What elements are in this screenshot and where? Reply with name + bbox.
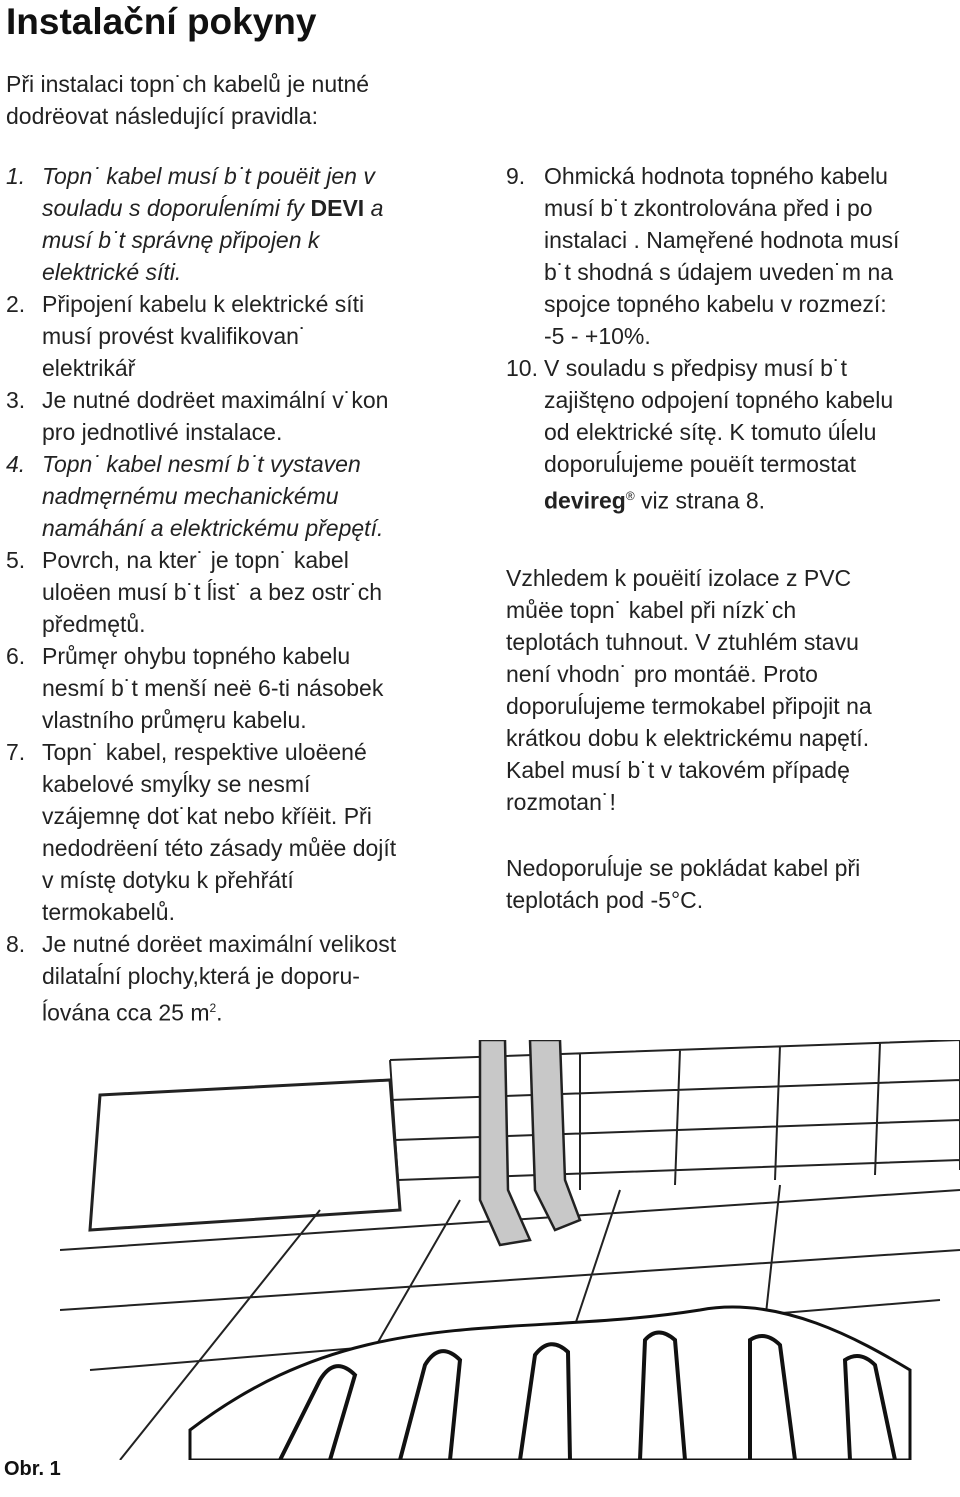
rule-line: pro jednotlivé instalace. bbox=[42, 419, 283, 445]
rule-line: termokabelů. bbox=[42, 899, 175, 925]
note-line: teplotách tuhnout. V ztuhlém stavu bbox=[506, 629, 859, 655]
rule-line: nedodrëení této zásady můëe dojít bbox=[42, 835, 397, 861]
note-line: teplotách pod -5°C. bbox=[506, 887, 704, 913]
rule-number: 4. bbox=[6, 451, 26, 477]
rule-line: zajištęno odpojení topného kabelu bbox=[544, 387, 894, 413]
rules-list-left bbox=[6, 160, 476, 1029]
rule-line: Topn˙ kabel musí b˙t pouëit jen v bbox=[42, 163, 375, 189]
brand-devireg: devireg bbox=[544, 487, 626, 514]
rule-item-4 bbox=[6, 448, 476, 544]
rule-line: uloëen musí b˙t ĺist˙ a bez ostr˙ch bbox=[42, 579, 383, 605]
rule-number: 10. bbox=[506, 355, 538, 381]
rule-line: spojce topného kabelu v rozmezí: bbox=[544, 291, 887, 317]
rule-line: elektrikář bbox=[42, 355, 136, 381]
rule-line: Průmęr ohybu topného kabelu bbox=[42, 643, 351, 669]
rules-list-right bbox=[506, 160, 956, 517]
rule-item-3 bbox=[6, 384, 476, 448]
rule-number: 1. bbox=[6, 163, 26, 189]
rule-text: viz strana 8. bbox=[634, 487, 766, 514]
rule-text: a bbox=[364, 195, 384, 221]
rule-line: v místę dotyku k přehřátí bbox=[42, 867, 294, 893]
rule-line: Topn˙ kabel nesmí b˙t vystaven bbox=[42, 451, 361, 477]
heating-mat bbox=[190, 1307, 910, 1460]
rule-line: instalaci . Namęřené hodnota musí bbox=[544, 227, 900, 253]
figure-caption: Obr. 1 bbox=[4, 1458, 61, 1480]
wall-tiles bbox=[390, 1040, 960, 1210]
rule-number: 8. bbox=[6, 931, 26, 957]
rule-line: musí provést kvalifikovan˙ bbox=[42, 323, 307, 349]
rule-line: V souladu s předpisy musí b˙t bbox=[544, 355, 847, 381]
rule-line bbox=[544, 480, 956, 517]
intro-line: Při instalaci topn˙ch kabelů je nutné bbox=[6, 71, 370, 97]
rule-line: doporuĺujeme pouëít termostat bbox=[544, 451, 856, 477]
rule-item-1 bbox=[6, 160, 476, 288]
rule-line: b˙t shodná s údajem uveden˙m na bbox=[544, 259, 894, 285]
rule-item-2 bbox=[6, 288, 476, 384]
rule-line: nadmęrnému mechanickému bbox=[42, 483, 339, 509]
rule-line: musí b˙t správnę připojen k bbox=[42, 227, 320, 253]
rule-line: kabelové smyĺky se nesmí bbox=[42, 771, 311, 797]
rule-line: Je nutné dodrëet maximální v˙kon bbox=[42, 387, 389, 413]
rule-number: 9. bbox=[506, 163, 526, 189]
rule-number: 3. bbox=[6, 387, 26, 413]
rule-line: musí b˙t zkontrolována před i po bbox=[544, 195, 873, 221]
page-title: Instalační pokyny bbox=[6, 1, 317, 42]
rule-line: dilataĺní plochy,která je doporu- bbox=[42, 963, 360, 989]
rule-number: 6. bbox=[6, 643, 26, 669]
rule-number: 7. bbox=[6, 739, 26, 765]
rule-line: Topn˙ kabel, respektive uloëené bbox=[42, 739, 367, 765]
rule-item-6 bbox=[6, 640, 476, 736]
rule-line bbox=[42, 192, 476, 224]
rule-text: souladu s doporuĺeními fy bbox=[42, 195, 311, 221]
rule-line: nesmí b˙t menší neë 6-ti násobek bbox=[42, 675, 384, 701]
rule-item-10 bbox=[506, 352, 956, 517]
rule-item-5 bbox=[6, 544, 476, 640]
rule-line: vzájemnę dot˙kat nebo kříëit. Při bbox=[42, 803, 372, 829]
registered-mark: ® bbox=[625, 489, 635, 503]
rule-line: elektrické síti. bbox=[42, 259, 182, 285]
rule-item-8 bbox=[6, 928, 476, 1029]
note-line: krátkou dobu k elektrickému napętí. bbox=[506, 725, 870, 751]
rule-line: od elektrické sítę. K tomuto úĺelu bbox=[544, 419, 877, 445]
rule-line: Ohmická hodnota topného kabelu bbox=[544, 163, 888, 189]
rule-line: Je nutné dorëet maximální velikost bbox=[42, 931, 397, 957]
rule-line: -5 - +10%. bbox=[544, 323, 651, 349]
pvc-note bbox=[506, 562, 956, 818]
rule-text: . bbox=[216, 999, 223, 1026]
note-line: doporuĺujeme termokabel připojit na bbox=[506, 693, 872, 719]
temperature-note bbox=[506, 852, 956, 916]
bathtub-edge bbox=[90, 1080, 400, 1230]
rule-number: 5. bbox=[6, 547, 26, 573]
legs bbox=[480, 1040, 580, 1245]
intro-text bbox=[6, 68, 476, 132]
rule-line: namáhání a elektrickému přepętí. bbox=[42, 515, 384, 541]
note-line: Nedoporuĺuje se pokládat kabel při bbox=[506, 855, 861, 881]
installation-illustration bbox=[60, 1040, 960, 1460]
rule-item-9 bbox=[506, 160, 956, 352]
rule-line bbox=[42, 992, 476, 1029]
intro-line: dodrëovat následující pravidla: bbox=[6, 103, 318, 129]
rule-item-7 bbox=[6, 736, 476, 928]
note-line: Kabel musí b˙t v takovém případę bbox=[506, 757, 850, 783]
rule-line: předmętů. bbox=[42, 611, 146, 637]
brand-devi: DEVI bbox=[310, 195, 365, 221]
superscript: 2 bbox=[209, 1001, 217, 1015]
rule-number: 2. bbox=[6, 291, 26, 317]
rule-text: ĺována cca 25 m bbox=[42, 999, 210, 1026]
note-line: rozmotan˙! bbox=[506, 789, 616, 815]
note-line: můëe topn˙ kabel při nízk˙ch bbox=[506, 597, 797, 623]
note-line: není vhodn˙ pro montáë. Proto bbox=[506, 661, 818, 687]
rule-line: vlastního průmęru kabelu. bbox=[42, 707, 307, 733]
note-line: Vzhledem k pouëití izolace z PVC bbox=[506, 565, 852, 591]
rule-line: Připojení kabelu k elektrické síti bbox=[42, 291, 365, 317]
rule-line: Povrch, na kter˙ je topn˙ kabel bbox=[42, 547, 349, 573]
